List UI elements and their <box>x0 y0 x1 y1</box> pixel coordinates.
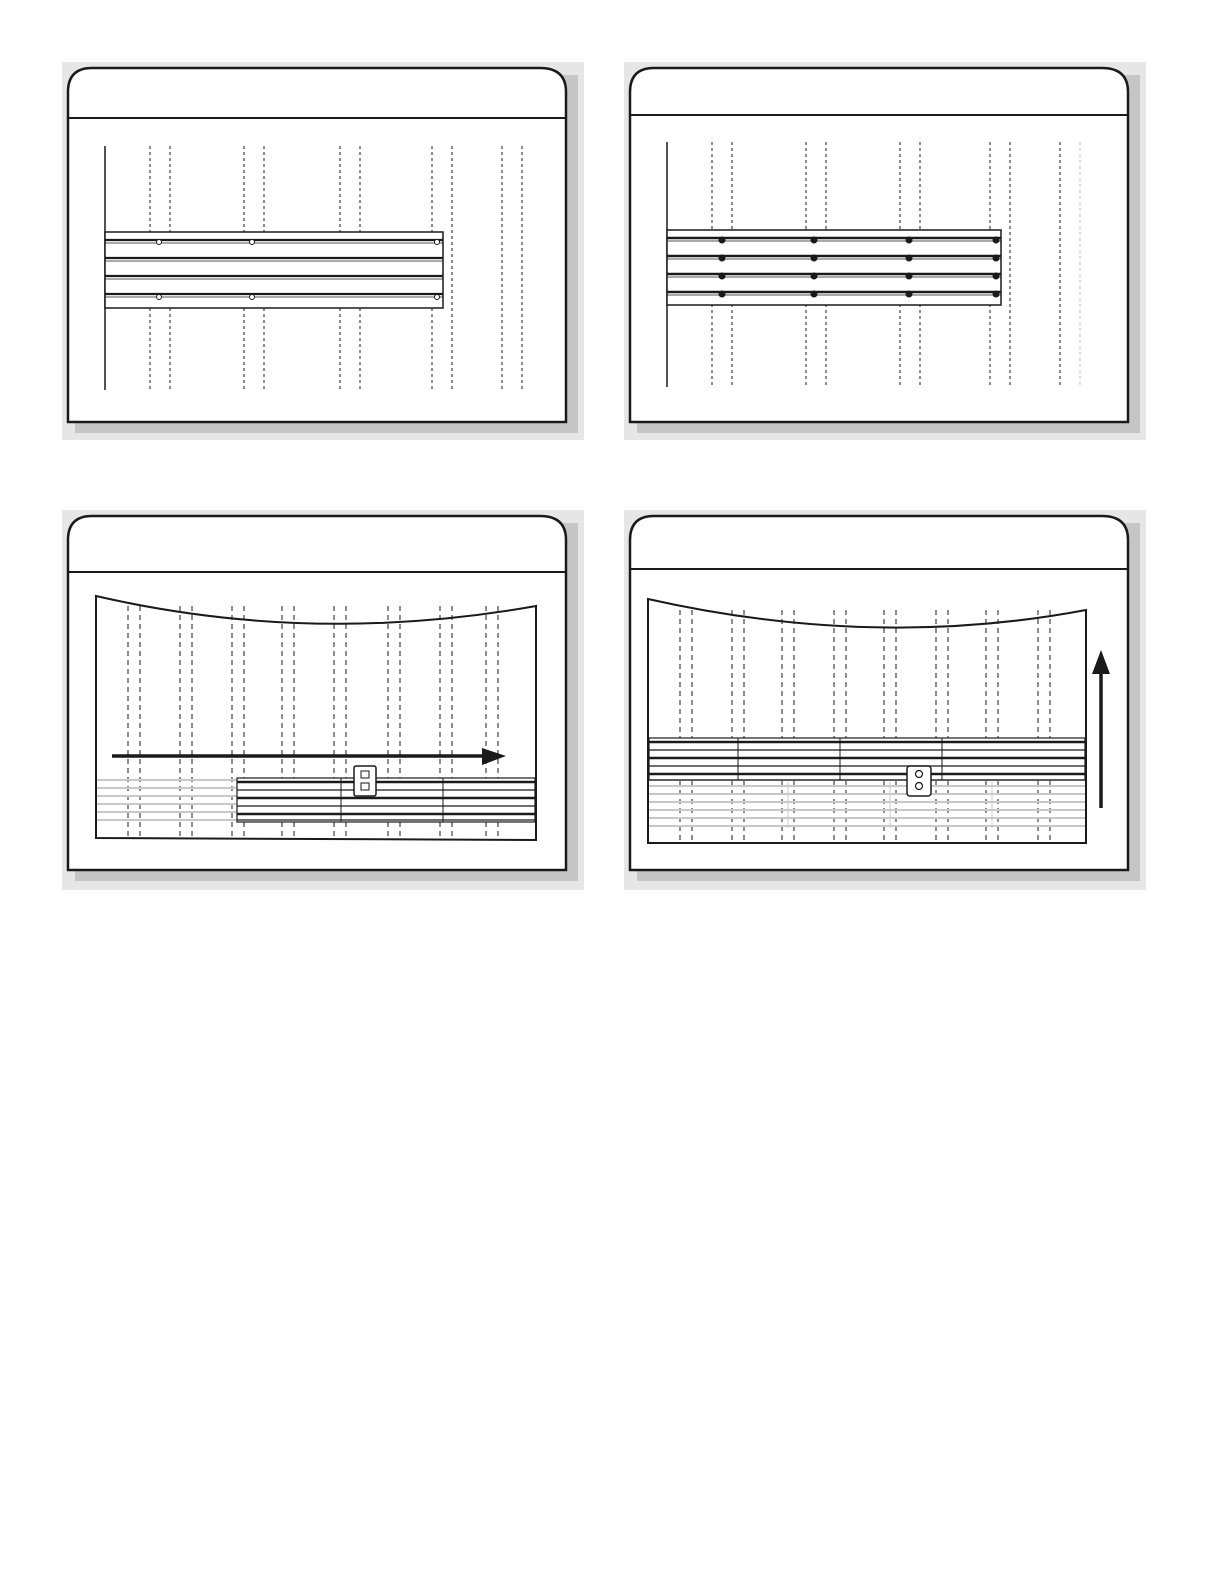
rail-bank <box>667 230 1001 305</box>
outlet-icon <box>354 766 376 796</box>
screw-mark <box>250 295 255 300</box>
screw <box>811 255 818 262</box>
screw <box>993 255 1000 262</box>
screw <box>811 273 818 280</box>
screw <box>906 255 913 262</box>
panel-3 <box>62 510 584 890</box>
rails-being-slid <box>237 778 535 822</box>
screw <box>719 237 726 244</box>
screw <box>906 237 913 244</box>
screw <box>906 273 913 280</box>
panel-4 <box>624 510 1146 890</box>
screw <box>993 237 1000 244</box>
screw-mark <box>157 240 162 245</box>
screw <box>719 291 726 298</box>
screw-mark <box>250 240 255 245</box>
screw-mark <box>435 295 440 300</box>
screw <box>993 291 1000 298</box>
panel-3-drawing <box>62 510 584 890</box>
outlet-icon <box>907 766 931 796</box>
rail-block <box>237 778 535 822</box>
panel-2 <box>624 62 1146 440</box>
screw <box>811 291 818 298</box>
screw <box>719 255 726 262</box>
panel-1-drawing <box>62 62 584 440</box>
rails-being-slid <box>649 738 1085 780</box>
screw-mark <box>435 240 440 245</box>
screw <box>906 291 913 298</box>
panel-1 <box>62 62 584 440</box>
panel-2-drawing <box>624 62 1146 440</box>
panel-4-drawing <box>624 510 1146 890</box>
rail-bank <box>105 232 443 308</box>
screw <box>811 237 818 244</box>
screw <box>993 273 1000 280</box>
screw <box>719 273 726 280</box>
screw-mark <box>157 295 162 300</box>
wall-outline <box>648 599 1086 843</box>
